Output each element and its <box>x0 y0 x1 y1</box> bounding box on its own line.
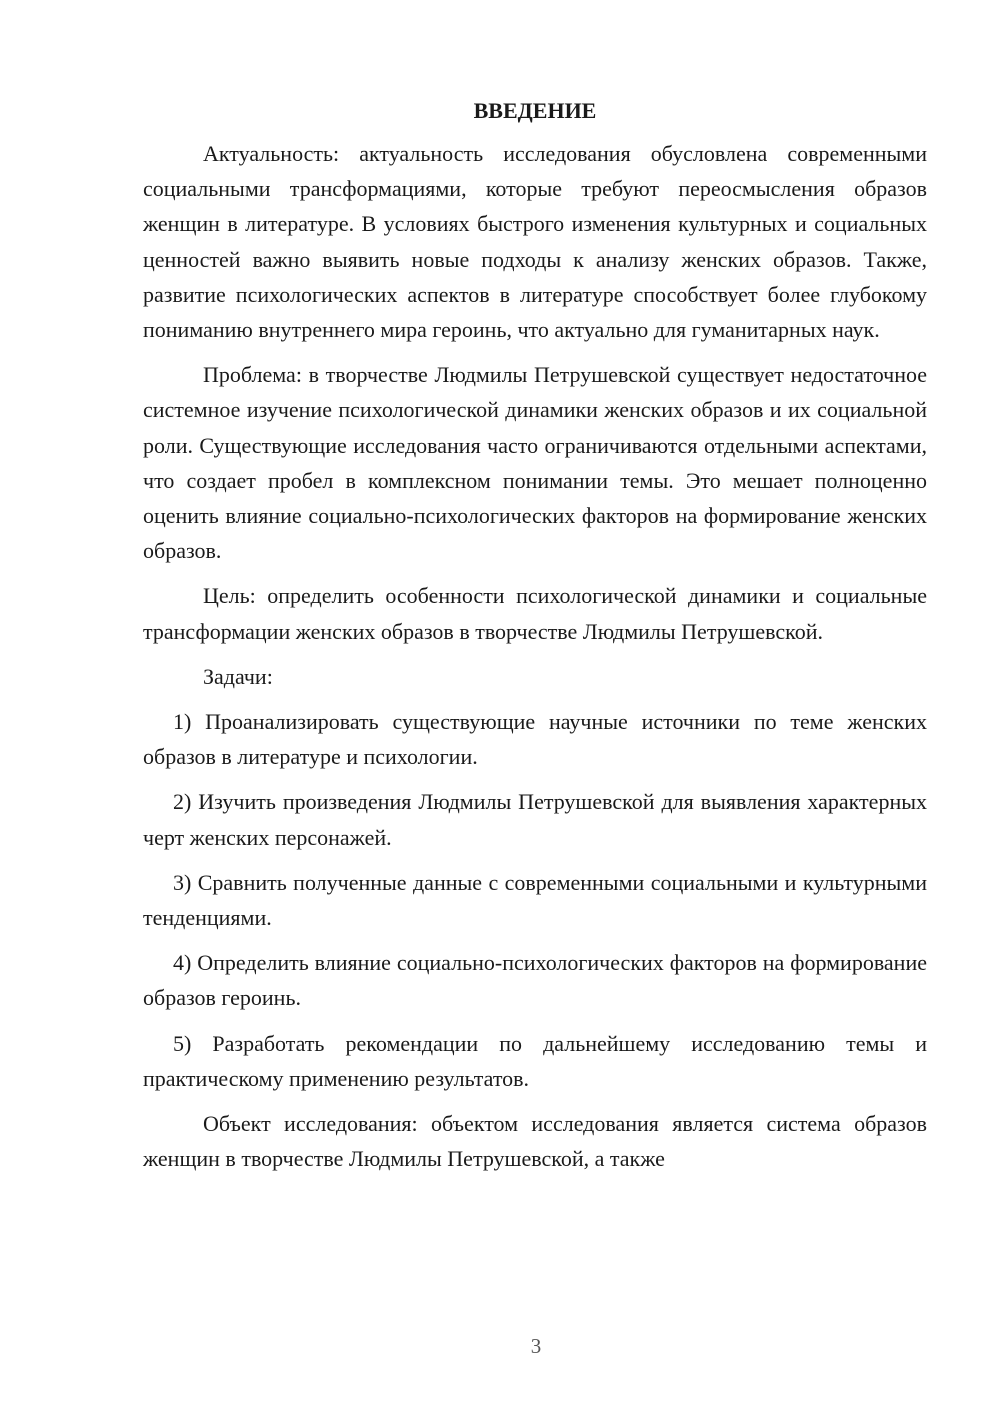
task-item: 2) Изучить произведения Людмилы Петрушевской для выявления характерных черт женских персонажей. <box>143 789 927 850</box>
task-item: 3) Сравнить полученные данные с современными социальными и культурными тенденциями. <box>143 869 927 931</box>
task-item: 4) Определить влияние социально-психологических факторов на формирование образов героинь. <box>143 950 927 1011</box>
goal-paragraph: Цель: определить особенности психологической динамики и социальные трансформации женских образов в творчестве Людмилы Петрушевской. <box>143 583 927 644</box>
page-number: 3 <box>530 1334 542 1358</box>
section-title: ВВЕДЕНИЕ <box>473 98 597 123</box>
tasks-label: Задачи: <box>203 663 273 689</box>
relevance-paragraph: Актуальность: актуальность исследования обусловлена современными социальными трансформациями, которые требуют переосмысления образов женщин в литературе. В условиях быстрого изменения культурных и социальных ценностей важно выявить новые подходы к анализу женских образов. Также, развитие психологических аспектов в литературе способствует более глубокому пониманию внутреннего мира героинь, что актуально для гуманитарных наук. <box>143 141 927 343</box>
task-item: 1) Проанализировать существующие научные источники по теме женских образов в литературе и психологии. <box>143 709 927 770</box>
object-paragraph: Объект исследования: объектом исследования является система образов женщин в творчестве Людмилы Петрушевской, а также <box>143 1111 927 1172</box>
problem-paragraph: Проблема: в творчестве Людмилы Петрушевской существует недостаточное системное изучение психологической динамики женских образов и их социальной роли. Существующие исследования часто ограничиваются отдельными аспектами, что создает пробел в комплексном понимании темы. Это мешает полноценно оценить влияние социально-психологических факторов на формирование женских образов. <box>143 362 927 564</box>
document-body <box>143 94 927 1186</box>
task-item: 5) Разработать рекомендации по дальнейшему исследованию темы и практическому применению результатов. <box>143 1030 927 1091</box>
